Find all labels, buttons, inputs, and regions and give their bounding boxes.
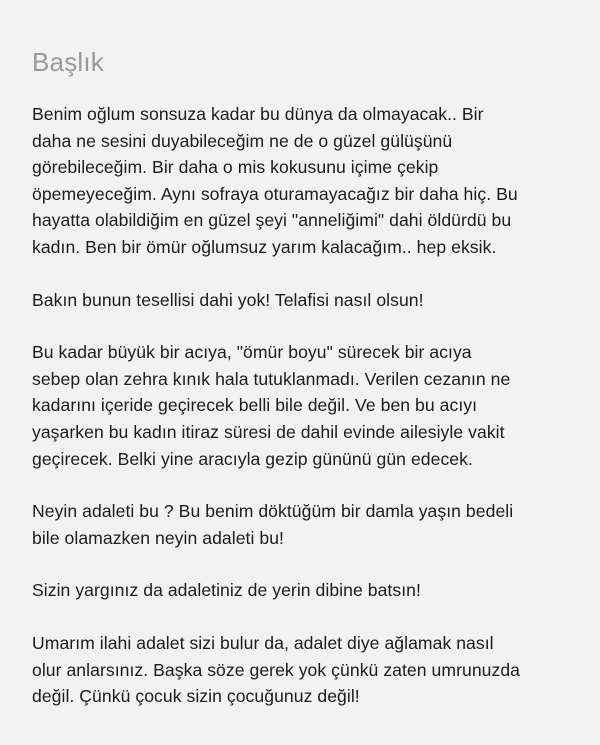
- text-line: hayatta olabildiğim en güzel şeyi "anneliğimi" dahi öldürdü bu: [32, 210, 512, 231]
- paragraph: [32, 339, 568, 472]
- text-line: olur anlarsınız. Başka söze gerek yok çünkü zaten umrunuzda: [32, 659, 521, 680]
- note-body[interactable]: [32, 101, 568, 710]
- paragraph: [32, 287, 568, 314]
- paragraph: [32, 577, 568, 604]
- paragraph: [32, 498, 568, 551]
- text-line: görebileceğim. Bir daha o mis kokusunu içime çekip: [32, 157, 439, 178]
- text-line: Benim oğlum sonsuza kadar bu dünya da olmayacak.. Bir: [32, 104, 484, 124]
- text-line: Umarım ilahi adalet sizi bulur da, adalet diye ağlamak nasıl: [32, 632, 494, 653]
- note-title[interactable]: Başlık: [32, 47, 105, 77]
- text-line: öpemeyeceğim. Aynı sofraya oturamayacağız bir daha hiç. Bu: [32, 183, 518, 204]
- text-line: bile olamazken neyin adaleti bu!: [32, 527, 284, 548]
- text-line: Sizin yargınız da adaletiniz de yerin dibine batsın!: [32, 580, 421, 601]
- text-line: Neyin adaleti bu ? Bu benim döktüğüm bir damla yaşın bedeli: [32, 501, 514, 522]
- paragraph: [32, 101, 568, 261]
- text-line: geçirecek. Belki yine aracıyla gezip gününü gün edecek.: [32, 448, 473, 469]
- paragraph: [32, 630, 568, 710]
- text-line: kadın. Ben bir ömür oğlumsuz yarım kalacağım.. hep eksik.: [32, 236, 497, 257]
- text-line: kadarını içeride geçirecek belli bile değil. Ve ben bu acıyı: [32, 395, 478, 416]
- text-line: sebep olan zehra kınık hala tutuklanmadı. Verilen cezanın ne: [32, 368, 511, 389]
- text-line: Bu kadar büyük bir acıya, "ömür boyu" sürecek bir acıya: [32, 342, 472, 363]
- text-line: Bakın bunun tesellisi dahi yok! Telafisi nasıl olsun!: [32, 289, 424, 310]
- text-line: yaşarken bu kadın itiraz süresi de dahil evinde ailesiyle vakit: [32, 421, 505, 442]
- text-line: değil. Çünkü çocuk sizin çocuğunuz değil!: [32, 686, 360, 707]
- text-line: daha ne sesini duyabileceğim ne de o güzel gülüşünü: [32, 130, 453, 151]
